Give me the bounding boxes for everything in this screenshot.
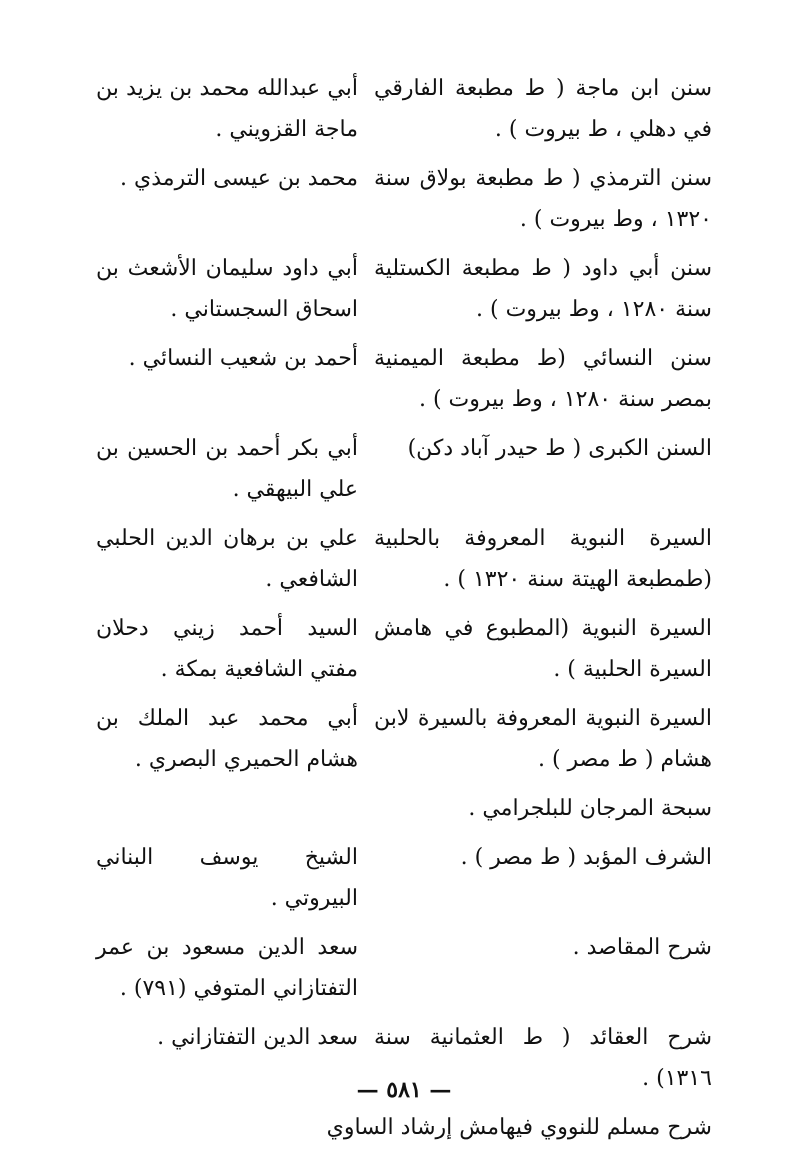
page-number: — ٥٨١ — bbox=[356, 1077, 452, 1103]
book-author: أبي محمد عبد الملك بن هشام الحميري البصري . bbox=[96, 706, 358, 772]
book-title: سبحة المرجان للبلجرامي . bbox=[468, 796, 712, 821]
bibliography-entry bbox=[96, 338, 712, 420]
bibliography-entry bbox=[96, 158, 712, 240]
book-author: محمد بن عيسى الترمذي . bbox=[120, 166, 358, 191]
book-author: السيد أحمد زيني دحلان مفتي الشافعية بمكة . bbox=[96, 616, 358, 682]
bibliography-entry bbox=[96, 608, 712, 690]
book-author: أبي عبدالله محمد بن يزيد بن ماجة القزويني . bbox=[96, 76, 358, 142]
book-author: أحمد بن شعيب النسائي . bbox=[128, 346, 358, 371]
book-title: شرح مسلم للنووي فيهامش إرشاد الساوي bbox=[326, 1115, 712, 1140]
book-title: سنن النسائي (ط مطبعة الميمنية بمصر سنة ١٢٨٠ ، وط بيروت ) . bbox=[374, 346, 712, 412]
bibliography-entry bbox=[96, 248, 712, 330]
book-title: السيرة النبوية المعروفة بالسيرة لابن هشام ( ط مصر ) . bbox=[374, 706, 712, 772]
bibliography-entry bbox=[96, 698, 712, 780]
book-author: علي بن برهان الدين الحلبي الشافعي . bbox=[96, 526, 358, 592]
book-title: سنن الترمذي ( ط مطبعة بولاق سنة ١٣٢٠ ، وط بيروت ) . bbox=[374, 166, 712, 232]
bibliography-entry bbox=[96, 927, 712, 1009]
book-title: الشرف المؤبد ( ط مصر ) . bbox=[460, 845, 712, 870]
bibliography-entry bbox=[96, 1107, 712, 1148]
book-title: شرح المقاصد . bbox=[572, 935, 712, 960]
bibliography-entry bbox=[96, 518, 712, 600]
bibliography-entry bbox=[96, 68, 712, 150]
book-author: أبي بكر أحمد بن الحسين بن علي البيهقي . bbox=[96, 436, 358, 502]
book-title: السيرة النبوية المعروفة بالحلبية (طمطبعة الهيتة سنة ١٣٢٠ ) . bbox=[374, 526, 712, 592]
bibliography-entry bbox=[96, 788, 712, 829]
book-author: سعد الدين مسعود بن عمر التفتازاني المتوفي (٧٩١) . bbox=[96, 935, 358, 1001]
bibliography-list bbox=[96, 68, 712, 1156]
book-author: سعد الدين التفتازاني . bbox=[157, 1025, 358, 1050]
book-author: الشيخ يوسف البناني البيروتي . bbox=[96, 845, 358, 911]
book-title: سنن ابن ماجة ( ط مطبعة الفارقي في دهلي ، ط بيروت ) . bbox=[374, 76, 712, 142]
book-title: السيرة النبوية (المطبوع في هامش السيرة الحلبية ) . bbox=[374, 616, 712, 682]
bibliography-entry bbox=[96, 428, 712, 510]
book-title: سنن أبي داود ( ط مطبعة الكستلية سنة ١٢٨٠ ، وط بيروت ) . bbox=[374, 256, 712, 322]
bibliography-entry bbox=[96, 837, 712, 919]
book-author: أبي داود سليمان الأشعث بن اسحاق السجستاني . bbox=[96, 256, 358, 322]
book-title: السنن الكبرى ( ط حيدر آباد دكن) bbox=[407, 436, 712, 461]
book-title: شرح العقائد ( ط العثمانية سنة ١٣١٦) . bbox=[374, 1025, 712, 1091]
